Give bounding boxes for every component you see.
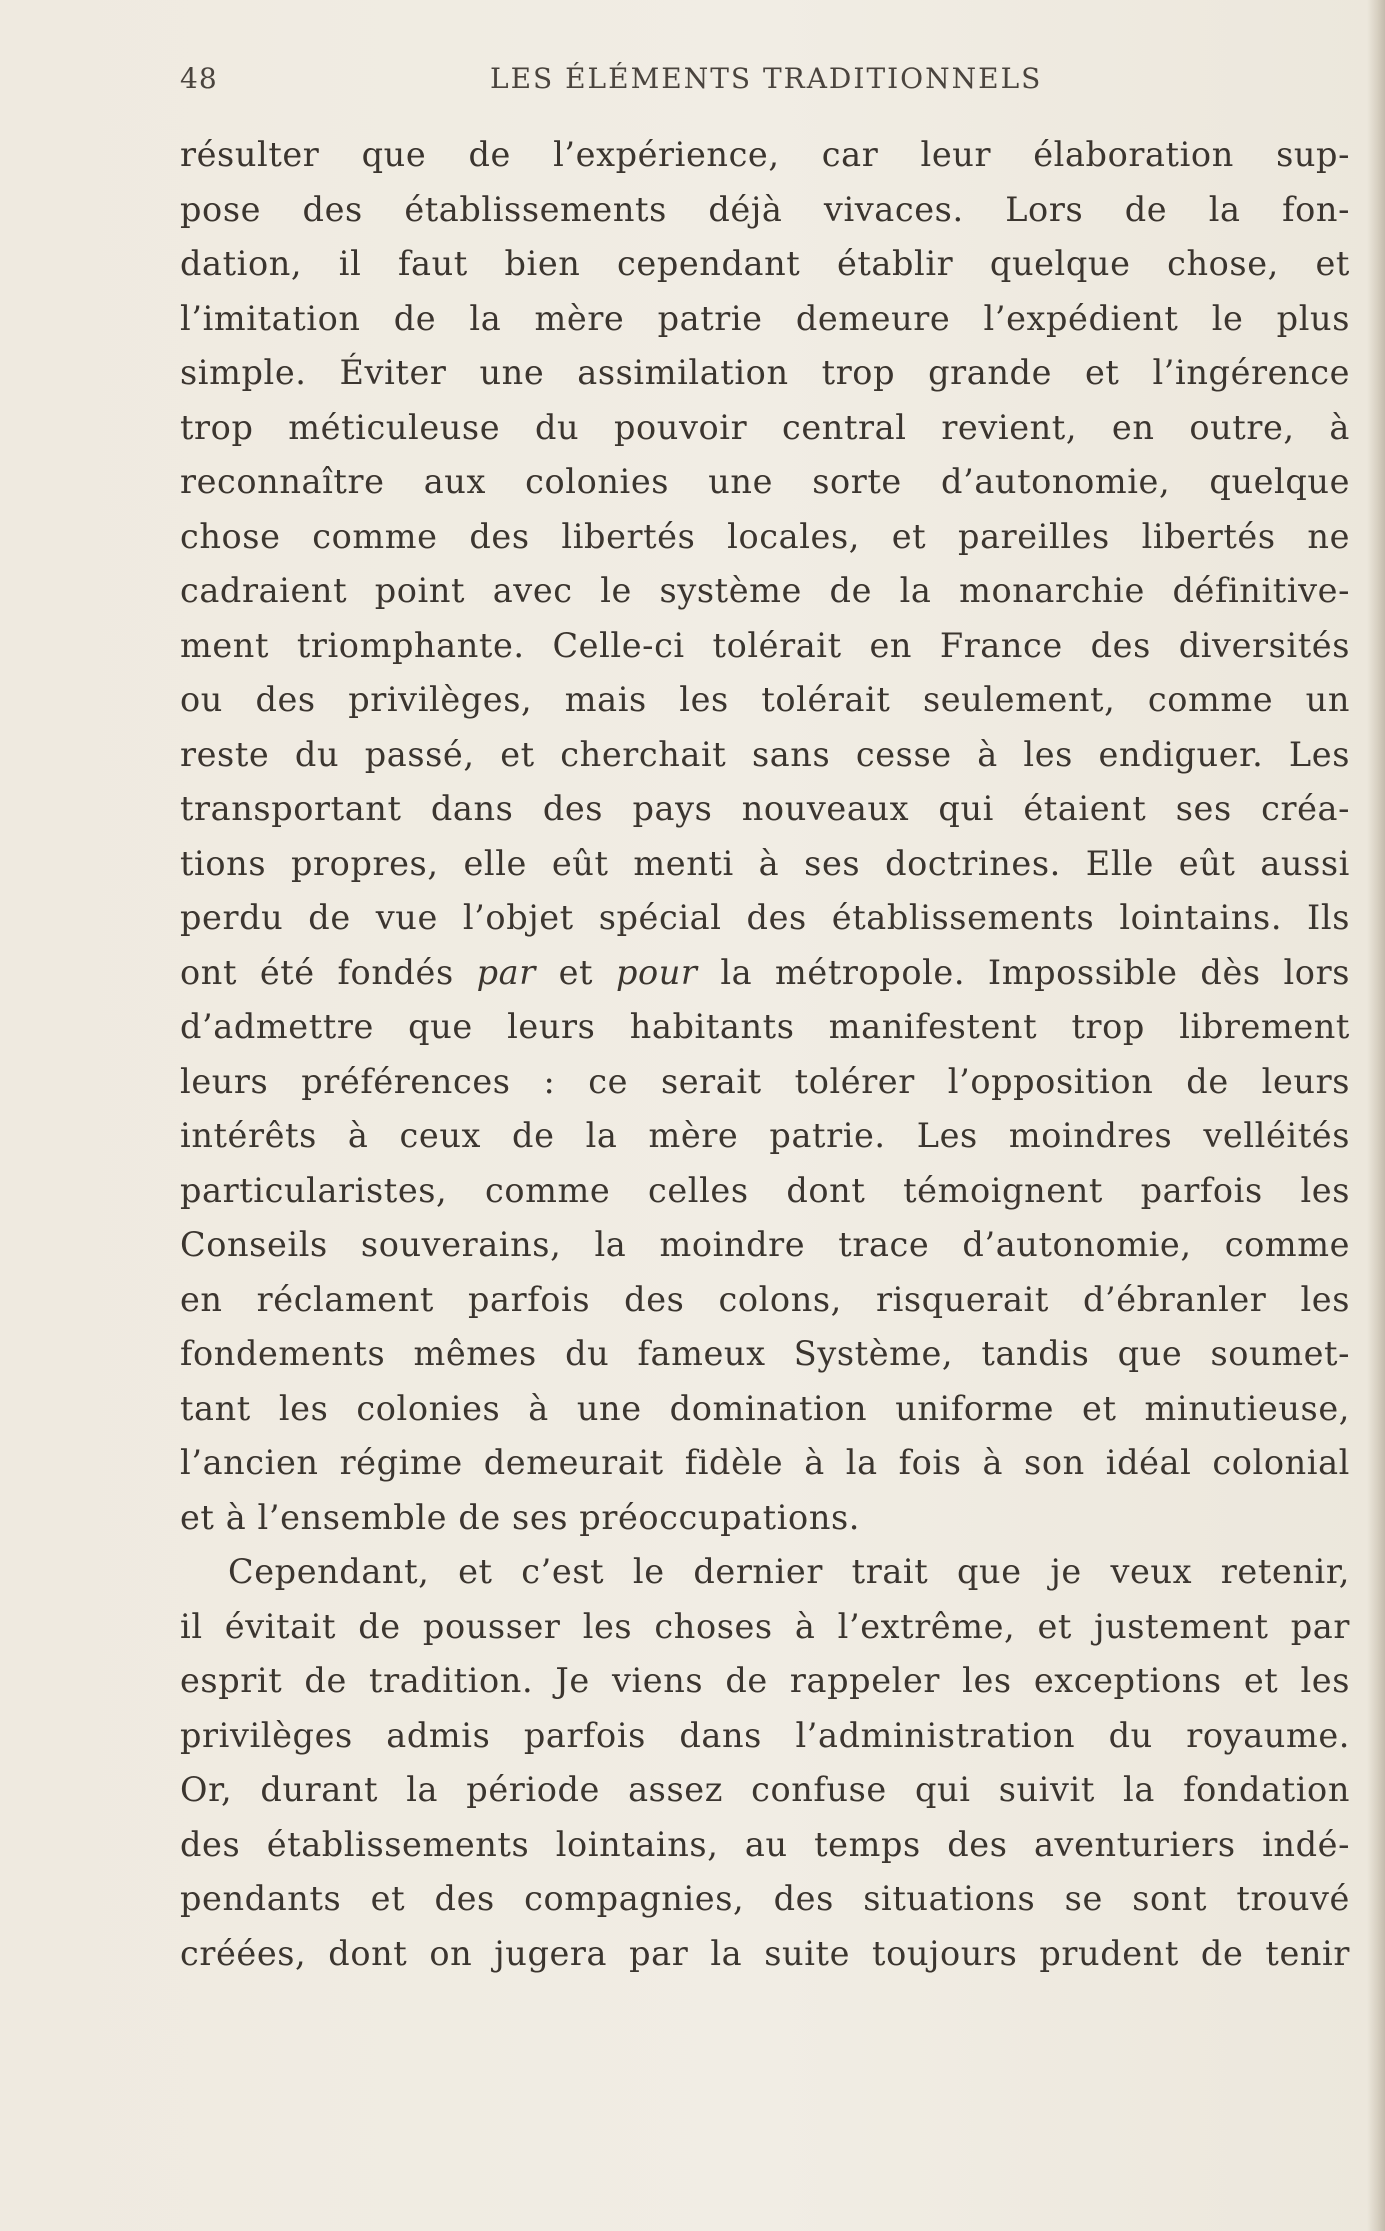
text-line: résulter que de l’expérience, car leur élaboration sup-	[180, 135, 1350, 174]
italic-word: pour	[615, 952, 698, 992]
text-line	[180, 946, 1350, 1001]
text-line: transportant dans des pays nouveaux qui étaient ses créa-	[180, 789, 1350, 828]
text-line: d’admettre que leurs habitants manifestent trop librement	[180, 1007, 1350, 1046]
text-line: ment triomphante. Celle-ci tolérait en France des diversités	[180, 625, 1350, 665]
text-line: des établissements lointains, au temps des aventuriers indé-	[180, 1824, 1350, 1864]
text-line: trop méticuleuse du pouvoir central revient, en outre, à	[180, 407, 1350, 447]
page-edge-shadow	[1367, 0, 1385, 2231]
text-line: reconnaître aux colonies une sorte d’autonomie, quelque	[180, 462, 1350, 501]
text-line: pose des établissements déjà vivaces. Lors de la fon-	[180, 189, 1350, 229]
body-text	[180, 128, 1350, 1981]
text-line: reste du passé, et cherchait sans cesse à les endiguer. Les	[180, 734, 1350, 774]
paragraph-end-line: et à l’ensemble de ses préoccupations.	[180, 1497, 861, 1537]
italic-word: par	[476, 952, 536, 992]
page-header	[180, 62, 1350, 102]
text-line: esprit de tradition. Je viens de rappeler les exceptions et les	[180, 1661, 1350, 1700]
text-line: pendants et des compagnies, des situations se sont trouvé	[180, 1879, 1350, 1918]
text-line: perdu de vue l’objet spécial des établissements lointains. Ils	[180, 898, 1350, 937]
text-line: dation, il faut bien cependant établir quelque chose, et	[180, 244, 1350, 283]
text-segment: la métropole. Impossible dès lors	[697, 952, 1350, 992]
text-line: simple. Éviter une assimilation trop grande et l’ingérence	[180, 353, 1350, 392]
text-line: intérêts à ceux de la mère patrie. Les moindres velléités	[180, 1116, 1350, 1155]
paragraph-start-line: Cependant, et c’est le dernier trait que je veux retenir,	[228, 1552, 1350, 1591]
text-line: tions propres, elle eût menti à ses doctrines. Elle eût aussi	[180, 843, 1350, 883]
text-line: particularistes, comme celles dont témoignent parfois les	[180, 1170, 1350, 1210]
text-line: chose comme des libertés locales, et pareilles libertés ne	[180, 516, 1350, 556]
text-line: l’imitation de la mère patrie demeure l’expédient le plus	[180, 298, 1350, 338]
text-line: créées, dont on jugera par la suite toujours prudent de tenir	[180, 1933, 1350, 1973]
text-line: fondements mêmes du fameux Système, tandis que soumet-	[180, 1334, 1350, 1373]
running-title: LES ÉLÉMENTS TRADITIONNELS	[490, 62, 1043, 95]
text-segment: et	[535, 952, 616, 992]
text-line: cadraient point avec le système de la monarchie définitive-	[180, 571, 1350, 610]
text-line: tant les colonies à une domination uniforme et minutieuse,	[180, 1388, 1350, 1428]
text-line: Or, durant la période assez confuse qui suivit la fondation	[180, 1770, 1350, 1809]
text-line: l’ancien régime demeurait fidèle à la fois à son idéal colonial	[180, 1443, 1350, 1482]
page-number: 48	[180, 62, 218, 95]
text-segment: ont été fondés	[180, 952, 477, 992]
text-line: Conseils souverains, la moindre trace d’autonomie, comme	[180, 1225, 1350, 1264]
text-line: privilèges admis parfois dans l’administration du royaume.	[180, 1715, 1350, 1755]
text-line: il évitait de pousser les choses à l’extrême, et justement par	[180, 1606, 1350, 1646]
text-line: en réclament parfois des colons, risquerait d’ébranler les	[180, 1279, 1350, 1319]
text-line: leurs préférences : ce serait tolérer l’opposition de leurs	[180, 1061, 1350, 1101]
text-line: ou des privilèges, mais les tolérait seulement, comme un	[180, 680, 1350, 719]
